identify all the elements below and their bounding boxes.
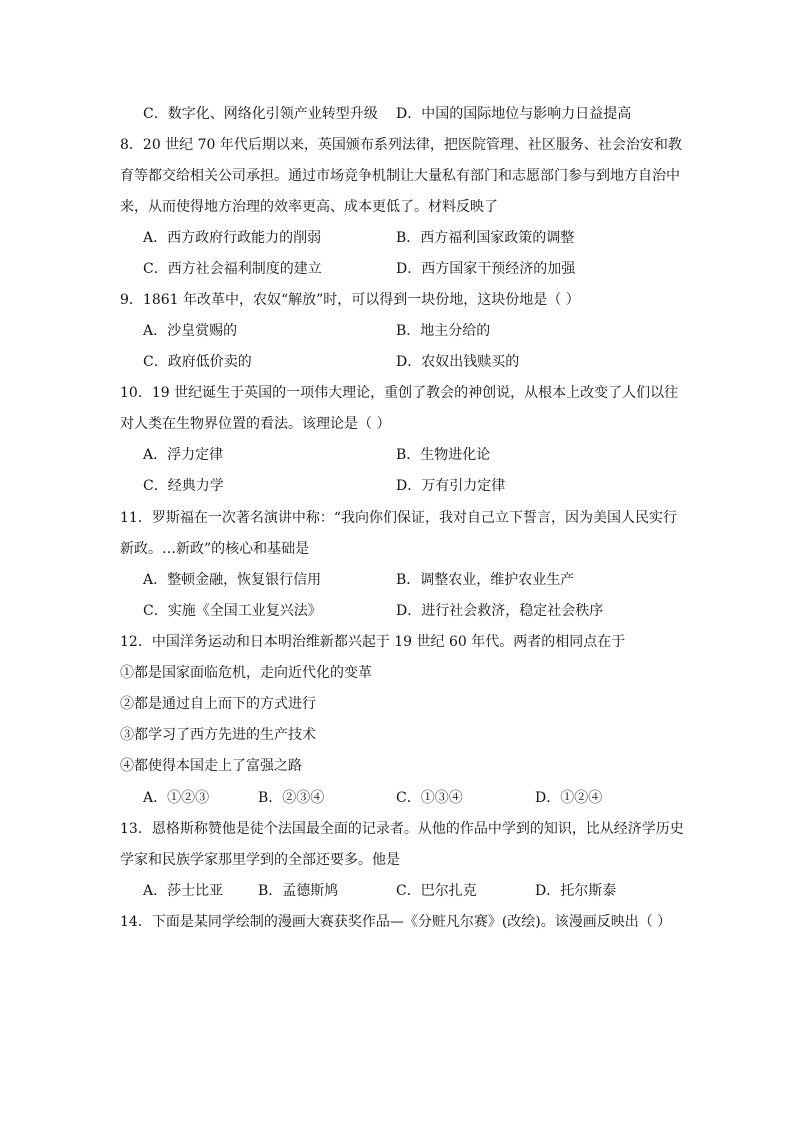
q12-option-c: C．①③④ [396,790,463,806]
q8-stem-line-2: 育等都交给相关公司承担。通过市场竞争机制让大量私有部门和志愿部门参与到地方自治中 [120,168,680,184]
q12-item-2: ②都是通过自上而下的方式进行 [120,696,316,712]
q10-stem-line-1: 10．19 世纪诞生于英国的一项伟大理论，重创了教会的神创说，从根本上改变了人们以往 [120,385,679,401]
q9-option-b: B．地主分给的 [396,323,491,339]
q12-stem: 12．中国洋务运动和日本明治维新都兴起于 19 世纪 60 年代。两者的相同点在于 [120,634,626,650]
q12-item-4: ④都使得本国走上了富强之路 [120,758,302,774]
q9-stem: 9．1861 年改革中，农奴“解放”时，可以得到一块份地，这块份地是（ ） [120,292,580,308]
q9-option-d: D．农奴出钱赎买的 [396,354,520,370]
q13-option-b: B．孟德斯鸠 [258,883,339,899]
q12-option-b: B．②③④ [258,790,325,806]
q11-option-b: B．调整农业，维护农业生产 [396,572,575,588]
q10-option-b: B．生物进化论 [396,447,491,463]
q8-option-d: D．西方国家干预经济的加强 [396,261,576,277]
q7-option-d: D．中国的国际地位与影响力日益提高 [396,106,632,122]
q12-option-d: D．①②④ [535,790,603,806]
q10-option-c: C．经典力学 [143,478,224,494]
q12-option-a: A．①②③ [143,790,210,806]
q11-option-a: A．整顿金融，恢复银行信用 [143,572,322,588]
q10-option-d: D．万有引力定律 [396,478,506,494]
q11-stem-line-2: 新政。…新政”的核心和基础是 [120,541,310,557]
q13-option-c: C．巴尔扎克 [396,883,477,899]
q13-stem-line-1: 13．恩格斯称赞他是徒个法国最全面的记录者。从他的作品中学到的知识，比从经济学历史 [120,821,684,837]
q9-option-c: C．政府低价卖的 [143,354,252,370]
q11-option-d: D．进行社会救济，稳定社会秩序 [396,603,604,619]
q10-stem-line-2: 对人类在生物界位置的看法。该理论是（ ） [120,416,391,432]
q8-option-c: C．西方社会福利制度的建立 [143,261,322,277]
q11-stem-line-1: 11．罗斯福在一次著名演讲中称：“我向你们保证，我对自己立下誓言，因为美国人民实行 [120,510,677,526]
q8-stem-line-3: 来，从而使得地方治理的效率更高、成本更低了。材料反映了 [120,199,498,215]
q8-stem-line-1: 8．20 世纪 70 年代后期以来，英国颁布系列法律，把医院管理、社区服务、社会治安和教 [120,137,682,153]
q8-option-a: A．西方政府行政能力的削弱 [143,230,322,246]
q12-item-1: ①都是国家面临危机，走向近代化的变革 [120,665,372,681]
q13-option-a: A．莎士比亚 [143,883,224,899]
q14-stem: 14．下面是某同学绘制的漫画大赛获奖作品—《分赃凡尔赛》(改绘)。该漫画反映出（ ） [120,914,672,930]
q11-option-c: C．实施《全国工业复兴法》 [143,603,322,619]
q8-option-b: B．西方福利国家政策的调整 [396,230,575,246]
q12-item-3: ③都学习了西方先进的生产技术 [120,727,316,743]
q7-option-c: C．数字化、网络化引领产业转型升级 [143,106,378,122]
q13-option-d: D．托尔斯泰 [535,883,617,899]
q10-option-a: A．浮力定律 [143,447,224,463]
q9-option-a: A．沙皇赏赐的 [143,323,238,339]
q13-stem-line-2: 学家和民族学家那里学到的全部还要多。他是 [120,852,400,868]
